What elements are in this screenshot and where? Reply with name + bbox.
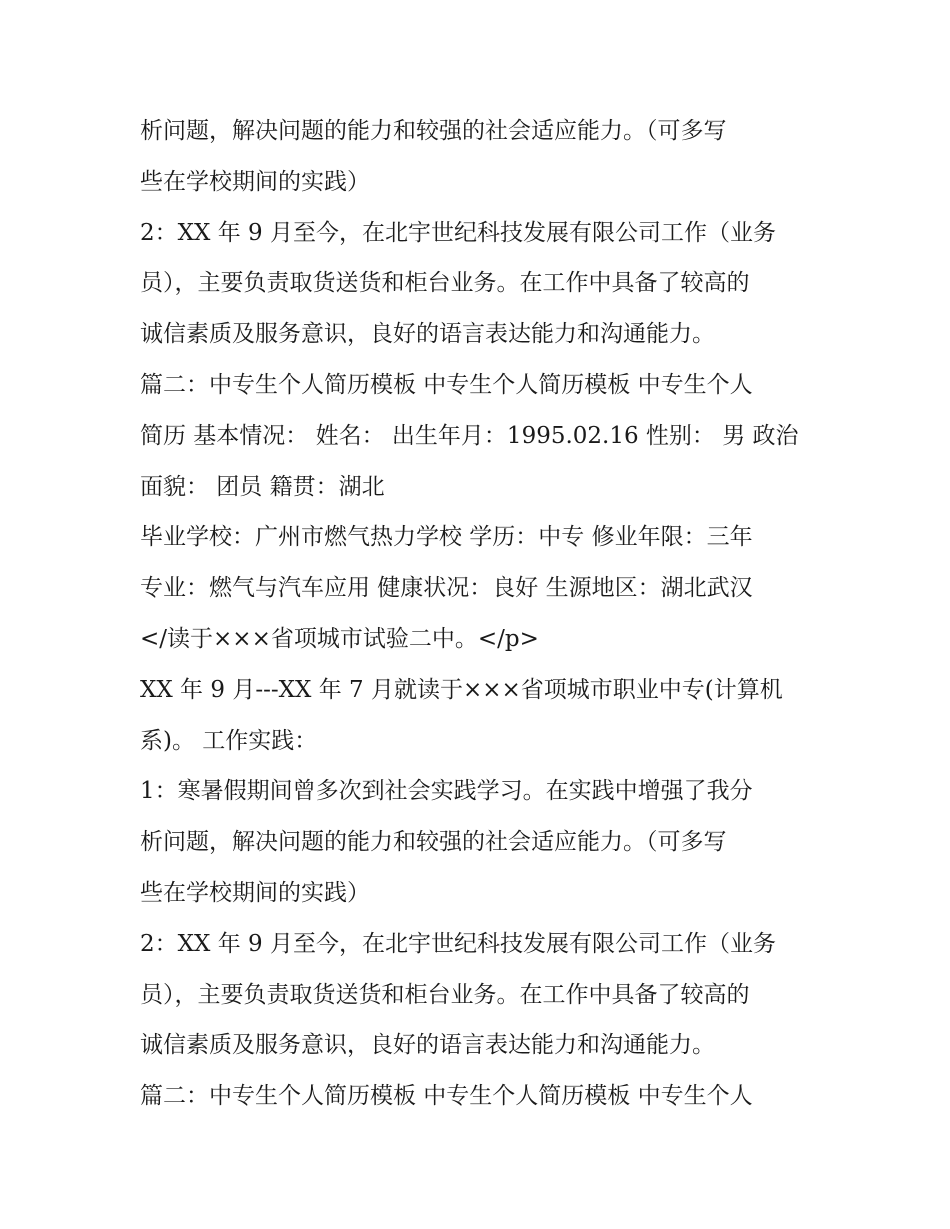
text-line: 员），主要负责取货送货和柜台业务。在工作中具备了较高的 <box>140 270 750 297</box>
text-line: 系)。 工作实践： <box>140 727 318 754</box>
text-line: 2：XX 年 9 月至今，在北宇世纪科技发展有限公司工作（业务 <box>140 219 776 246</box>
text-line: </读于×××省项城市试验二中。</p> <box>140 625 539 652</box>
document-body <box>140 106 830 1122</box>
text-line: 些在学校期间的实践） <box>140 879 370 906</box>
text-line: 析问题，解决问题的能力和较强的社会适应能力。（可多写 <box>140 118 727 144</box>
text-line: XX 年 9 月---XX 年 7 月就读于×××省项城市职业中专(计算机 <box>140 676 783 703</box>
text-line: 篇二：中专生个人简历模板 中专生个人简历模板 中专生个人 <box>140 371 753 398</box>
text-line: 毕业学校：广州市燃气热力学校 学历：中专 修业年限：三年 <box>140 524 753 551</box>
text-line: 员），主要负责取货送货和柜台业务。在工作中具备了较高的 <box>140 981 750 1008</box>
text-line: 面貌： 团员 籍贯：湖北 <box>140 473 385 500</box>
text-line: 篇二：中专生个人简历模板 中专生个人简历模板 中专生个人 <box>140 1083 753 1110</box>
text-line: 诚信素质及服务意识，良好的语言表达能力和沟通能力。 <box>140 1032 715 1059</box>
text-line: 析问题，解决问题的能力和较强的社会适应能力。（可多写 <box>140 829 727 856</box>
text-line: 1：寒暑假期间曾多次到社会实践学习。在实践中增强了我分 <box>140 778 753 805</box>
text-line: 2：XX 年 9 月至今，在北宇世纪科技发展有限公司工作（业务 <box>140 930 776 957</box>
text-line: 诚信素质及服务意识，良好的语言表达能力和沟通能力。 <box>140 321 715 348</box>
text-line: 些在学校期间的实践） <box>140 168 370 195</box>
text-line: 简历 基本情况： 姓名： 出生年月：1995.02.16 性别： 男 政治 <box>140 422 799 449</box>
text-line: 专业：燃气与汽车应用 健康状况：良好 生源地区：湖北武汉 <box>140 575 753 602</box>
